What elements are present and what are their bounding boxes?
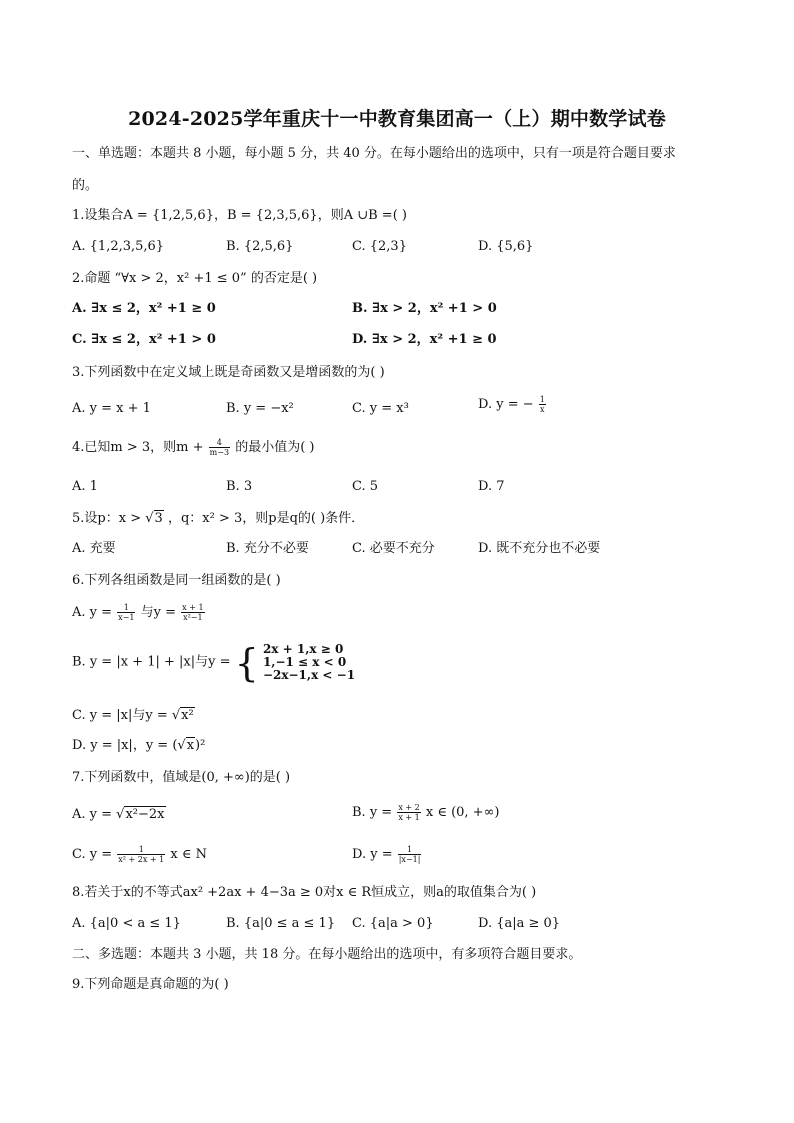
q3-option-c: C. y = x³ [352, 401, 409, 416]
q5-option-c: C. 必要不充分 [352, 541, 435, 556]
q4-stem-prefix: 4.已知m > 3，则m + [72, 440, 204, 455]
q6-b-brace: { [234, 640, 259, 685]
q1-stem: 1.设集合A = {1,2,5,6}，B = {2,3,5,6}，则A ∪B =( ) [72, 208, 407, 223]
q1-option-c: C. {2,3} [352, 239, 407, 254]
q6-b-prefix: B. y = |x + 1| + |x|与y = [72, 654, 231, 670]
q7-d-denominator: |x−1| [398, 855, 421, 864]
q7-d-numerator: 1 [407, 845, 413, 854]
q7-c-fraction [117, 845, 165, 864]
q4-option-c: C. 5 [352, 479, 379, 494]
q4-stem [72, 438, 314, 457]
q6-a-fraction-2 [181, 603, 204, 622]
q6-b-case-3: −2x−1,x < −1 [262, 668, 356, 682]
q2-option-b: B. ∃x > 2，x² +1 > 0 [352, 301, 497, 316]
q7-a-radicand: x²−2x [125, 807, 165, 822]
q7-b-numerator: x + 2 [398, 803, 420, 812]
q8-stem: 8.若关于x的不等式ax² +2ax + 4−3a ≥ 0对x ∈ R恒成立，则a的取值集合为( ) [72, 885, 537, 900]
q6-b-case-1: 2x + 1,x ≥ 0 [262, 642, 344, 656]
q9-stem: 9.下列命题是真命题的为( ) [72, 977, 229, 992]
q7-option-c [72, 845, 207, 864]
q4-denominator: m−3 [209, 448, 230, 457]
q4-option-d: D. 7 [478, 479, 505, 494]
q6-a-denominator-2: x²−1 [183, 613, 203, 622]
q6-a-prefix: A. y = [72, 605, 113, 620]
q3-stem: 3.下列函数中在定义域上既是奇函数又是增函数的为( ) [72, 365, 385, 380]
q8-option-a: A. {a|0 < a ≤ 1} [72, 916, 181, 931]
q7-c-denominator: x² + 2x + 1 [118, 855, 165, 864]
q8-option-c: C. {a|a > 0} [352, 916, 434, 931]
q3-option-a: A. y = x + 1 [72, 401, 151, 416]
q6-a-numerator-2: x + 1 [182, 603, 204, 612]
q6-c-radicand: x² [181, 708, 194, 723]
q7-b-denominator: x + 1 [398, 813, 420, 822]
q6-stem: 6.下列各组函数是同一组函数的是( ) [72, 573, 281, 588]
q4-stem-suffix: 的最小值为( ) [235, 440, 315, 455]
section1-heading: 一、单选题：本题共 8 小题，每小题 5 分，共 40 分。在每小题给出的选项中，只有一项是符合题目要求 [72, 146, 676, 161]
q1-option-a: A. {1,2,3,5,6} [72, 239, 165, 254]
q7-c-suffix: x ∈ N [170, 847, 208, 862]
q7-option-b [352, 803, 499, 822]
q5-option-a: A. 充要 [72, 541, 116, 556]
q3-option-d [478, 395, 547, 414]
q3-d-denominator: x [540, 405, 545, 414]
q6-option-a [72, 603, 206, 622]
q1-option-d: D. {5,6} [478, 239, 534, 254]
q3-d-numerator: 1 [539, 395, 545, 404]
q6-b-cases [263, 643, 355, 682]
q7-b-suffix: x ∈ (0, +∞) [425, 805, 500, 820]
q6-option-b [72, 640, 356, 685]
q3-option-b: B. y = −x² [226, 401, 294, 416]
q8-option-d: D. {a|a ≥ 0} [478, 916, 561, 931]
section2-heading: 二、多选题：本题共 3 小题，共 18 分。在每小题给出的选项中，有多项符合题目要求。 [72, 947, 582, 962]
q5-stem-radicand: 3 [154, 511, 163, 526]
q8-option-b: B. {a|0 ≤ a ≤ 1} [226, 916, 336, 931]
q6-a-numerator-1: 1 [123, 603, 129, 612]
q7-d-prefix: D. y = [352, 847, 393, 862]
q7-a-prefix: A. y = [72, 807, 113, 822]
q6-c-prefix: C. y = |x|与y = [72, 708, 168, 723]
q6-option-d: D. y = |x|，y = (√x)² [72, 738, 206, 753]
q4-stem-fraction [209, 438, 230, 457]
q7-c-numerator: 1 [138, 845, 144, 854]
q5-stem-suffix: ，q：x² > 3，则p是q的( )条件． [167, 511, 365, 526]
q6-option-c: C. y = |x|与y = √x² [72, 708, 194, 723]
q6-d-radicand: x [186, 738, 195, 753]
q5-stem: 5.设p：x > √3 ，q：x² > 3，则p是q的( )条件． [72, 511, 365, 526]
q2-option-d: D. ∃x > 2，x² +1 ≥ 0 [352, 332, 497, 347]
q7-b-prefix: B. y = [352, 805, 393, 820]
q7-c-prefix: C. y = [72, 847, 113, 862]
q2-stem: 2.命题 “∀x > 2，x² +1 ≤ 0” 的否定是( ) [72, 271, 318, 286]
q5-option-d: D. 既不充分也不必要 [478, 541, 601, 556]
page-title: 2024-2025学年重庆十一中教育集团高一（上）期中数学试卷 [128, 108, 666, 130]
q3-option-d-fraction [539, 395, 546, 414]
q6-d-prefix: D. y = |x|，y = ( [72, 738, 178, 753]
q7-option-a: A. y = √x²−2x [72, 807, 165, 822]
section1-heading-cont: 的。 [72, 178, 99, 193]
q3-option-d-prefix: D. y = − [478, 397, 534, 412]
q4-option-a: A. 1 [72, 479, 98, 494]
q2-option-c: C. ∃x ≤ 2，x² +1 > 0 [72, 332, 216, 347]
q6-a-fraction-1 [117, 603, 135, 622]
q1-option-b: B. {2,5,6} [226, 239, 294, 254]
q6-d-suffix: )² [195, 738, 206, 753]
q5-stem-prefix: 5.设p：x > [72, 511, 142, 526]
q7-option-d [352, 845, 422, 864]
q7-b-fraction [397, 803, 420, 822]
q4-option-b: B. 3 [226, 479, 253, 494]
q2-option-a: A. ∃x ≤ 2，x² +1 ≥ 0 [72, 301, 216, 316]
q5-option-b: B. 充分不必要 [226, 541, 309, 556]
q7-d-fraction [398, 845, 422, 864]
q6-b-case-2: 1,−1 ≤ x < 0 [262, 655, 347, 669]
q7-stem: 7.下列函数中，值域是(0, +∞)的是( ) [72, 770, 291, 785]
q4-numerator: 4 [216, 438, 222, 447]
q6-a-denominator-1: x−1 [118, 613, 135, 622]
q6-a-mid: 与y = [140, 605, 176, 620]
